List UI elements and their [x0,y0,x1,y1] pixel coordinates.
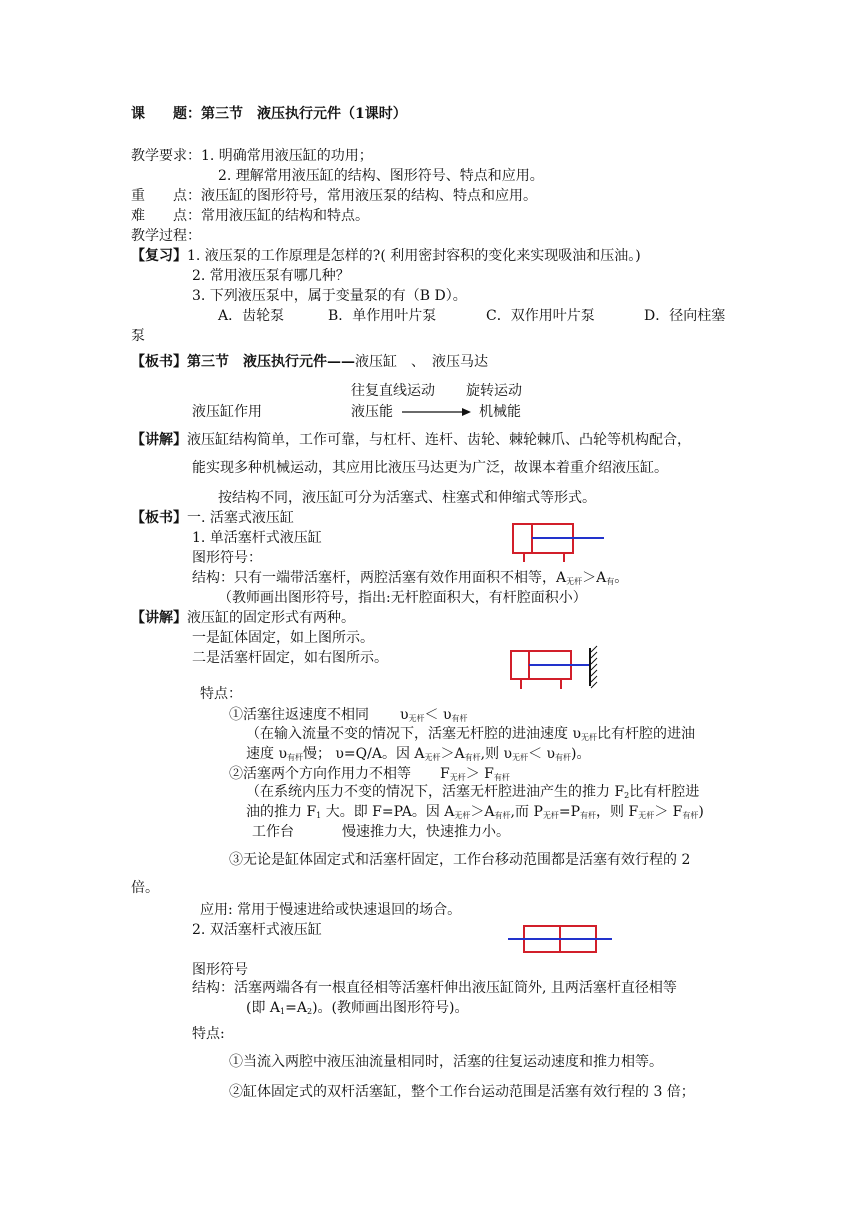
requirements-label: 教学要求： [131,148,201,164]
hydraulic-energy-label: 液压能 [351,404,393,420]
formula-text: υ [400,707,409,723]
explanation-text: （在系统内压力不变的情况下，活塞无杆腔进油产生的推力 F [246,784,625,800]
review-q2: 2. 常用液压泵有哪几种？ [192,268,350,284]
double-rod-heading: 2. 双活塞杆式液压缸 [192,922,322,938]
key-point-label: 重 点： [131,188,201,204]
lecture-text: 液压缸的固定形式有两种。 [187,610,355,626]
subscript: 2 [624,791,630,800]
double-rod-symbol-label: 图形符号 [192,962,248,978]
explanation-text: 速度 υ [246,746,287,762]
review-q3: 3. 下列液压泵中，属于变量泵的有（B D）。 [192,288,467,304]
teacher-note: （教师画出图形符号，指出:无杆腔面积大，有杆腔面积小） [218,590,587,606]
structure-text: )。(教师画出图形符号)。 [312,1000,469,1016]
subscript: 有杆 [682,811,699,820]
linear-motion-label: 往复直线运动 [351,383,435,399]
board-text: 液压缸 、 液压马达 [355,354,488,370]
review-option-b: B．单作用叶片泵 [328,308,437,324]
fix-method-1: 一是缸体固定，如上图所示。 [192,630,374,646]
subscript: 有杆 [286,753,303,762]
explanation-text: ＞ F [654,804,683,820]
subscript: 有杆 [493,773,510,782]
application: 应用: 常用于慢速进给或快速退回的场合。 [200,902,462,918]
subscript: 无杆 [449,773,466,782]
subscript: 有杆 [494,811,511,820]
review-q1-text: 1. 液压泵的工作原理是怎样的?( 利用密封容积的变化来实现吸油和压油。) [187,248,641,264]
subscript: 无杆 [512,753,529,762]
explanation-text: ＜ υ [528,746,556,762]
structure-text: 结构：只有一端带活塞杆，两腔活塞有效作用面积不相等，A [192,570,567,586]
subscript: 有杆 [555,753,572,762]
double-rod-cylinder-symbol [506,922,616,956]
explanation-text: 比有杆腔的进油 [596,726,695,742]
review-tag: 【复习】 [131,248,187,264]
features-label: 特点： [200,686,242,702]
board-tag: 【板书】 [131,510,187,526]
requirement-item: 1. 明确常用液压缸的功用； [201,148,373,164]
subscript: 无杆 [580,733,597,742]
subscript: 有杆 [464,753,481,762]
review-option-c: C．双作用叶片泵 [486,308,595,324]
board-tag: 【板书】 [131,354,187,370]
single-rod-cylinder-symbol [510,521,610,563]
subscript: 无杆 [454,811,471,820]
explanation-text: ) [698,804,704,820]
feature-3-line-1: ③无论是缸体固定式和活塞杆固定，工作台移动范围都是活塞有效行程的 2 [229,852,691,868]
subscript: 有杆 [580,811,597,820]
subscript: 1 [280,1007,286,1016]
lecture-1-line-3: 按结构不同，液压缸可分为活塞式、柱塞式和伸缩式等形式。 [218,490,596,506]
key-point [131,186,537,206]
explanation-text: =P [558,804,581,820]
formula-text: ＞ F [465,766,494,782]
lecture-tag: 【讲解】 [131,610,187,626]
structure-text: 。 [614,570,629,586]
board-heading-2 [131,508,294,528]
explanation-text: 大。即 F=PA。因 A [321,804,455,820]
title-label: 课 题： [131,106,201,122]
requirements-line-1 [131,146,373,166]
explanation-text: （在输入流量不变的情况下，活塞无杆腔的进油速度 υ [246,726,581,742]
feature-2-heading: ②活塞两个方向作用力不相等 [229,766,411,782]
difficulty [131,206,369,226]
explanation-text: 比有杆腔进 [629,784,700,800]
subscript: 无杆 [566,577,583,586]
subscript: 无杆 [638,811,655,820]
explanation-text: ,而 P [510,804,543,820]
key-point-text: 液压缸的图形符号，常用液压泵的结构、特点和应用。 [201,188,537,204]
formula-text: F [440,766,450,782]
review-option-a: A．齿轮泵 [218,308,285,324]
explanation-text: ＞A [470,804,495,820]
difficulty-text: 常用液压缸的结构和特点。 [201,208,369,224]
process-label: 教学过程： [131,228,201,244]
review-q1 [131,246,641,266]
lecture-2-line-1 [131,608,355,628]
energy-conversion-arrow [402,405,472,419]
explanation-text: ，则 F [596,804,639,820]
lesson-title [131,104,407,124]
double-rod-feature-2: ②缸体固定式的双杆活塞缸，整个工作台运动范围是活塞有效行程的 3 倍； [229,1084,695,1100]
subscript: 无杆 [424,753,441,762]
review-option-wrap: 泵 [131,328,145,344]
single-rod-heading: 1. 单活塞杆式液压缸 [192,530,322,546]
subscript: 有杆 [451,714,468,723]
rod-fixed-cylinder-symbol [508,646,604,690]
feature-3-line-2: 倍。 [131,880,159,896]
rotary-motion-label: 旋转运动 [466,383,522,399]
title-text: 第三节 液压执行元件（1课时） [201,106,407,122]
fix-method-2: 二是活塞杆固定，如右图所示。 [192,650,388,666]
difficulty-label: 难 点： [131,208,201,224]
structure-text: (即 A [246,1000,281,1016]
explanation-text: 慢； υ=Q/A。因 A [302,746,425,762]
worktable-label: 工作台 [252,824,294,840]
worktable-text: 慢速推力大，快速推力小。 [342,824,510,840]
double-rod-features-label: 特点: [192,1026,225,1042]
wall-hatching [591,646,597,688]
subscript: 无杆 [408,714,425,723]
feature-1-heading: ①活塞往返速度不相同 [229,707,369,723]
lecture-tag: 【讲解】 [131,432,187,448]
subscript: 2 [306,1007,313,1016]
explanation-text: 油的推力 F [246,804,317,820]
review-option-d: D．径向柱塞 [644,308,726,324]
lecture-1-line-1 [131,430,691,450]
subscript: 无杆 [542,811,559,820]
double-rod-structure-1: 结构：活塞两端各有一根直径相等活塞杆伸出液压缸筒外, 且两活塞杆直径相等 [192,980,677,996]
lecture-1-line-2: 能实现多种机械运动，其应用比液压马达更为广泛，故课本着重介绍液压缸。 [192,460,668,476]
cylinder-function-label: 液压缸作用 [192,404,262,420]
structure-text: ＞A [582,570,607,586]
subscript: 有 [606,577,615,586]
board-heading-1 [131,352,488,372]
double-rod-feature-1: ①当流入两腔中液压油流量相同时，活塞的往复运动速度和推力相等。 [229,1054,663,1070]
double-rod-structure-2 [246,998,468,1022]
board-text: 一. 活塞式液压缸 [187,510,294,526]
explanation-text: ,则 υ [480,746,513,762]
mechanical-energy-label: 机械能 [479,404,521,420]
explanation-text: )。 [571,746,591,762]
lecture-text: 液压缸结构简单，工作可靠，与杠杆、连杆、齿轮、棘轮棘爪、凸轮等机构配合， [187,432,691,448]
formula-text: ＜ υ [424,707,452,723]
structure-text: =A [285,1000,307,1016]
single-rod-symbol-label: 图形符号： [192,550,262,566]
board-title: 第三节 液压执行元件—— [187,354,355,370]
subscript: 1 [316,811,322,820]
requirement-item: 2. 理解常用液压缸的结构、图形符号、特点和应用。 [218,168,544,184]
explanation-text: ＞A [440,746,465,762]
